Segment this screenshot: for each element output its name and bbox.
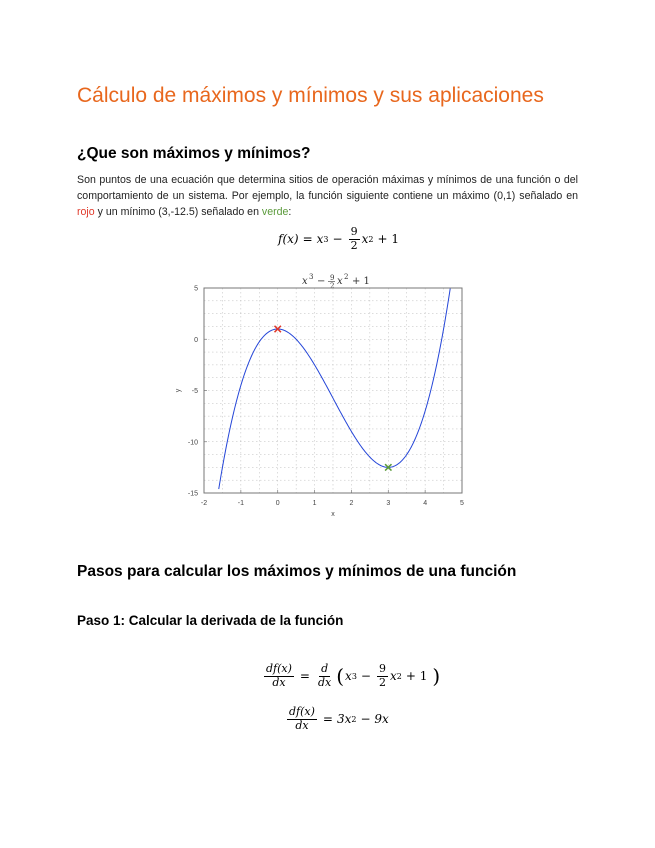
eq3-rhs: 3x: [336, 712, 352, 727]
eq1-fraction: [349, 226, 360, 252]
eq2-term2-exp: 2: [396, 671, 402, 681]
eq2-d-num: d: [321, 662, 329, 675]
eq1-term2: x: [361, 232, 369, 247]
function-plot: [160, 270, 480, 530]
eq2-d-fraction: [316, 663, 333, 689]
eq2-equals: =: [299, 669, 310, 684]
eq2-rparen: ): [432, 664, 441, 689]
x-tick-label: 4: [423, 500, 428, 507]
eq2-minus: −: [360, 669, 371, 684]
intro-text-end: :: [288, 206, 292, 218]
y-tick-label: 0: [194, 336, 198, 344]
x-tick-label: 5: [460, 500, 464, 507]
chart-title-plus: + 1: [352, 276, 370, 287]
chart-title-minus: −: [317, 276, 326, 287]
x-tick-label: 3: [386, 500, 391, 507]
intro-text-mid: y un mínimo (3,-12.5) señalado en: [94, 206, 262, 218]
y-axis-label: y: [175, 388, 182, 393]
function-curve: [219, 289, 450, 489]
chart-title-b: x: [337, 276, 343, 287]
word-green: verde: [261, 206, 289, 218]
chart-title-frac-den: 2: [330, 282, 335, 290]
eq2-d-den: dx: [317, 675, 332, 689]
x-tick-label: -1: [237, 500, 244, 507]
word-red: rojo: [77, 206, 95, 218]
eq1-lhs: f(x): [278, 232, 299, 247]
x-axis-label: x: [331, 511, 335, 518]
eq2-lhs-den: dx: [272, 675, 286, 689]
eq2-frac-num: 9: [378, 662, 386, 675]
eq1-frac-den: 2: [350, 238, 358, 252]
intro-paragraph: [77, 172, 578, 220]
y-tick-label: -15: [187, 490, 198, 498]
eq3-lhs-num: df(x): [289, 705, 315, 718]
y-tick-label: 5: [194, 285, 198, 293]
eq3-equals: =: [322, 712, 333, 727]
eq1-minus: −: [332, 232, 343, 247]
eq1-equals: =: [302, 232, 313, 247]
page-title: Cálculo de máximos y mínimos y sus aplicaciones: [77, 84, 544, 107]
eq2-lhs-num: df(x): [266, 662, 292, 675]
eq2-frac-den: 2: [378, 675, 386, 689]
chart-title-a: x: [302, 276, 308, 287]
x-tick-label: 2: [349, 500, 354, 507]
eq3-lhs-fraction: [287, 706, 317, 732]
y-tick-label: -10: [187, 439, 198, 447]
eq1-frac-num: 9: [350, 225, 358, 238]
eq1-term1: x: [316, 232, 324, 247]
y-tick-label: -5: [191, 388, 198, 395]
eq2-lhs-fraction: [264, 663, 294, 689]
x-tick-label: 1: [312, 500, 317, 507]
chart-title: [302, 273, 370, 290]
eq3-rhs-tail: − 9x: [360, 712, 389, 727]
eq2-fraction: [377, 663, 388, 689]
derivative-result-equation: [285, 706, 393, 732]
eq2-term1-exp: 3: [351, 671, 357, 681]
step1-heading: Paso 1: Calcular la derivada de la función: [77, 613, 344, 628]
chart-title-b-exp: 2: [344, 273, 349, 281]
eq2-term1: x: [345, 669, 352, 684]
eq2-plus-one: + 1: [405, 669, 428, 684]
eq2-lparen: (: [336, 664, 345, 689]
eq1-term1-exp: 3: [323, 234, 329, 244]
chart-grid: [204, 288, 462, 493]
derivative-setup-equation: [262, 663, 441, 689]
x-tick-label: -2: [200, 500, 208, 507]
eq2-term2: x: [389, 669, 397, 684]
eq3-rhs-exp: 2: [351, 714, 357, 724]
eq3-lhs-den: dx: [295, 718, 309, 732]
intro-text-start: Son puntos de una ecuación que determina sitios de operación máximas y mínimos de una función o del comportamiento de un sistema. Por ejemplo, la función siguiente contiene un máximo (0,1) señalado en: [77, 174, 578, 202]
eq1-term2-exp: 2: [368, 234, 374, 244]
chart-title-a-exp: 3: [309, 273, 314, 281]
section-heading-what-are: ¿Que son máximos y mínimos?: [77, 145, 311, 162]
eq1-plus-one: + 1: [377, 232, 399, 247]
x-tick-label: 0: [275, 500, 280, 507]
section-heading-steps: Pasos para calcular los máximos y mínimos de una función: [77, 563, 517, 580]
function-equation: [278, 226, 403, 252]
chart-title-frac-num: 9: [330, 274, 335, 282]
